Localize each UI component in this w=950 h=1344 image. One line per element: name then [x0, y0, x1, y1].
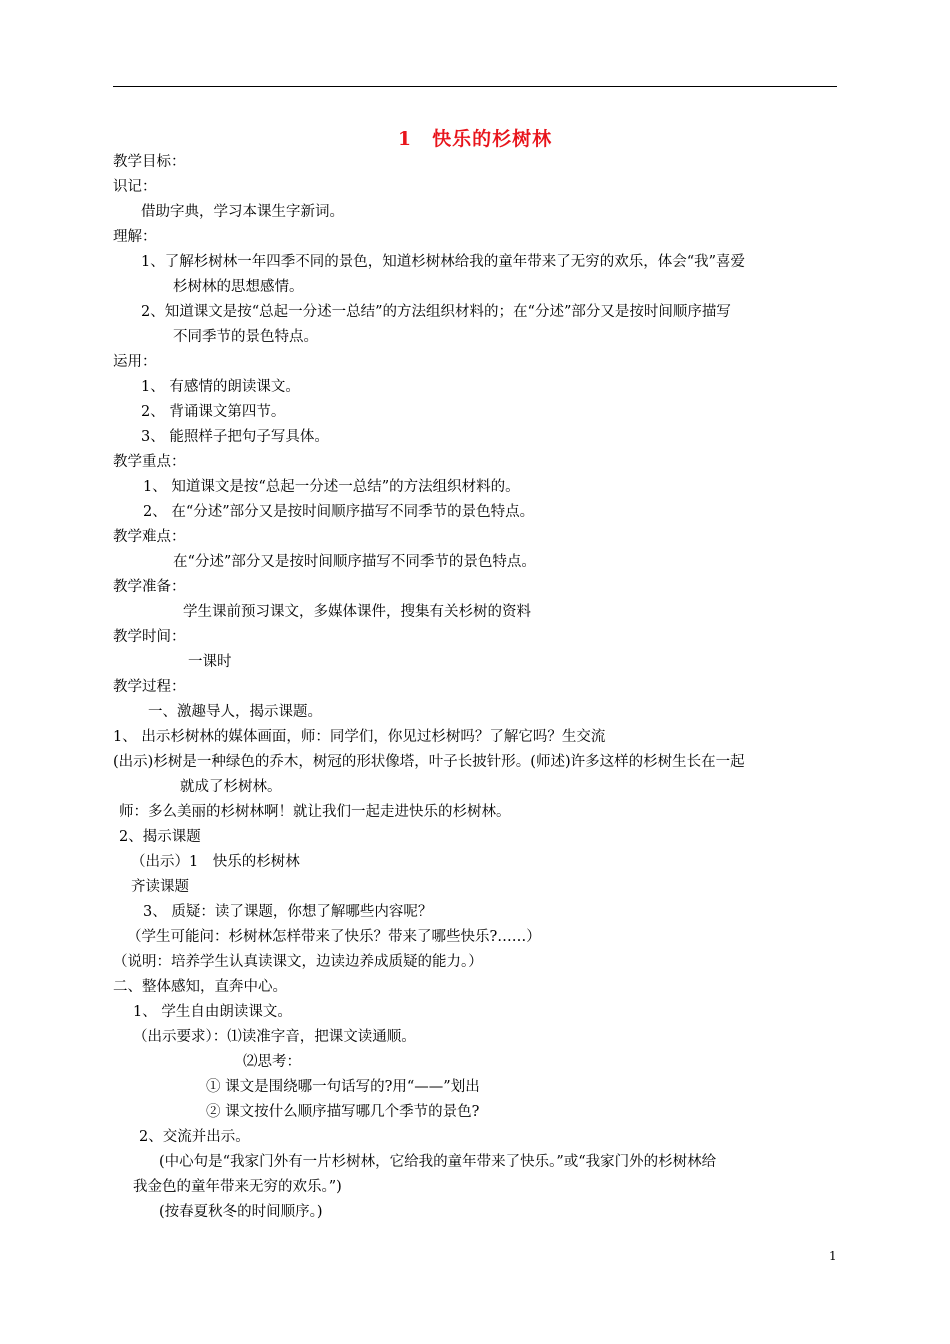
- text-line: 我金色的童年带来无穷的欢乐。”): [133, 1179, 342, 1195]
- text-line: 1、了解杉树林一年四季不同的景色，知道杉树林给我的童年带来了无穷的欢乐，体会“我”喜爱: [141, 254, 746, 270]
- page-number: 1: [829, 1249, 837, 1263]
- text-line: 理解：: [113, 229, 157, 245]
- text-line: 齐读课题: [131, 879, 189, 895]
- text-line: 借助字典，学习本课生字新词。: [141, 204, 344, 220]
- text-line: ⑵思考：: [243, 1054, 301, 1070]
- text-line: (中心句是“我家门外有一片杉树林，它给我的童年带来了快乐。”或“我家门外的杉树林给: [159, 1154, 717, 1170]
- text-line: 1、 有感情的朗读课文。: [141, 379, 300, 395]
- text-line: 师：多么美丽的杉树林啊！就让我们一起走进快乐的杉树林。: [119, 804, 511, 820]
- text-line: 教学时间：: [113, 629, 186, 645]
- text-line: 教学难点：: [113, 529, 186, 545]
- text-line: 1、 知道课文是按“总起一分述一总结”的方法组织材料的。: [143, 479, 520, 495]
- text-line: （说明：培养学生认真读课文，边读边养成质疑的能力。）: [113, 954, 483, 970]
- text-line: 2、知道课文是按“总起一分述一总结”的方法组织材料的；在“分述”部分又是按时间顺序描写: [141, 304, 731, 320]
- text-line: 教学重点：: [113, 454, 186, 470]
- text-line: 在“分述”部分又是按时间顺序描写不同季节的景色特点。: [173, 554, 536, 570]
- text-line: （学生可能问：杉树林怎样带来了快乐？带来了哪些快乐?……）: [127, 929, 541, 945]
- text-line: （出示要求）：⑴读准字音，把课文读通顺。: [133, 1029, 416, 1045]
- text-line: 2、交流并出示。: [139, 1129, 250, 1145]
- text-line: 识记：: [113, 179, 157, 195]
- text-line: 不同季节的景色特点。: [173, 329, 318, 345]
- text-line: 学生课前预习课文，多媒体课件，搜集有关杉树的资料: [183, 604, 531, 620]
- text-line: 2、 背诵课文第四节。: [141, 404, 286, 420]
- text-line: (按春夏秋冬的时间顺序。): [159, 1204, 323, 1220]
- text-line: ② 课文按什么顺序描写哪几个季节的景色?: [206, 1104, 480, 1120]
- text-line: 1、 出示杉树林的媒体画面，师：同学们，你见过杉树吗？了解它吗？生交流: [113, 729, 606, 745]
- text-line: 教学目标：: [113, 154, 186, 170]
- text-line: (出示)杉树是一种绿色的乔木，树冠的形状像塔，叶子长披针形。(师述)许多这样的杉树生长在一起: [113, 754, 745, 770]
- text-line: 2、 在“分述”部分又是按时间顺序描写不同季节的景色特点。: [143, 504, 535, 520]
- text-line: 二、整体感知，直奔中心。: [113, 979, 287, 995]
- text-line: 2、揭示课题: [119, 829, 201, 845]
- text-line: 杉树林的思想感情。: [173, 279, 304, 295]
- text-line: 一、激趣导人，揭示课题。: [148, 704, 322, 720]
- text-line: ① 课文是围绕哪一句话写的?用“——”划出: [206, 1079, 480, 1095]
- text-line: 运用：: [113, 354, 157, 370]
- text-line: 3、 能照样子把句子写具体。: [141, 429, 329, 445]
- text-line: 就成了杉树林。: [180, 779, 282, 795]
- text-line: 教学过程：: [113, 679, 186, 695]
- lesson-title: 1 快乐的杉树林: [397, 128, 553, 150]
- text-line: 3、 质疑：读了课题，你想了解哪些内容呢？: [143, 904, 433, 920]
- text-line: 教学准备：: [113, 579, 186, 595]
- header-rule: [113, 86, 837, 87]
- text-line: 一课时: [188, 654, 232, 670]
- text-line: 1、 学生自由朗读课文。: [133, 1004, 292, 1020]
- text-line: （出示）1 快乐的杉树林: [131, 854, 300, 870]
